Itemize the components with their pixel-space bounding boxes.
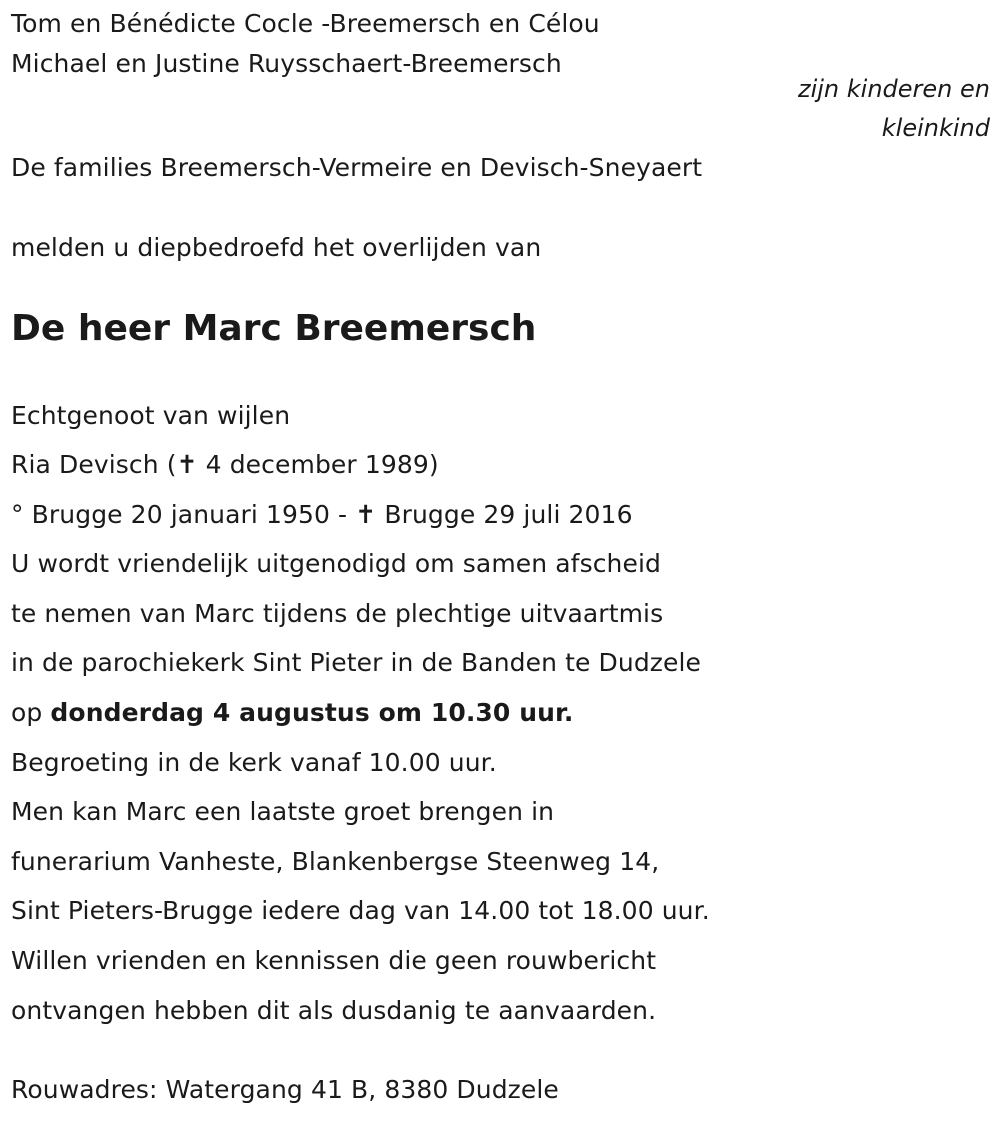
notice-line-2: ontvangen hebben dit als dusdanig te aanvaarden. bbox=[11, 996, 657, 1025]
visitation-line-3: Sint Pieters-Brugge iedere dag van 14.00 tot 18.00 uur. bbox=[11, 896, 710, 925]
invitation-line-1: U wordt vriendelijk uitgenodigd om samen afscheid bbox=[11, 549, 661, 578]
announcer-line-2: Michael en Justine Ruysschaert-Breemersch bbox=[11, 49, 562, 78]
spouse-name: Ria Devisch (✝ 4 december 1989) bbox=[11, 450, 439, 479]
ceremony-date-time: donderdag 4 augustus om 10.30 uur. bbox=[50, 698, 574, 727]
spouse-intro: Echtgenoot van wijlen bbox=[11, 401, 291, 430]
relation-note-line-1: zijn kinderen en bbox=[798, 75, 990, 103]
visitation-line-1: Men kan Marc een laatste groet brengen in bbox=[11, 797, 555, 826]
families-line: De families Breemersch-Vermeire en Devisch-Sneyaert bbox=[11, 153, 703, 182]
invitation-prefix: op bbox=[11, 698, 51, 727]
birth-death-dates: ° Brugge 20 januari 1950 - ✝ Brugge 29 juli 2016 bbox=[11, 500, 633, 529]
notice-line-1: Willen vrienden en kennissen die geen rouwbericht bbox=[11, 946, 657, 975]
invitation-line-3: in de parochiekerk Sint Pieter in de Banden te Dudzele bbox=[11, 648, 702, 677]
visitation-line-2: funerarium Vanheste, Blankenbergse Steenweg 14, bbox=[11, 847, 660, 876]
deceased-name: De heer Marc Breemersch bbox=[11, 308, 537, 349]
announcer-line-1: Tom en Bénédicte Cocle -Breemersch en Célou bbox=[11, 9, 600, 38]
greeting-line: Begroeting in de kerk vanaf 10.00 uur. bbox=[11, 748, 497, 777]
invitation-line-2: te nemen van Marc tijdens de plechtige uitvaartmis bbox=[11, 599, 664, 628]
mourning-address: Rouwadres: Watergang 41 B, 8380 Dudzele bbox=[11, 1075, 559, 1104]
invitation-line-4 bbox=[11, 697, 573, 729]
relation-note-line-2: kleinkind bbox=[881, 114, 990, 142]
announcement-intro: melden u diepbedroefd het overlijden van bbox=[11, 233, 542, 262]
